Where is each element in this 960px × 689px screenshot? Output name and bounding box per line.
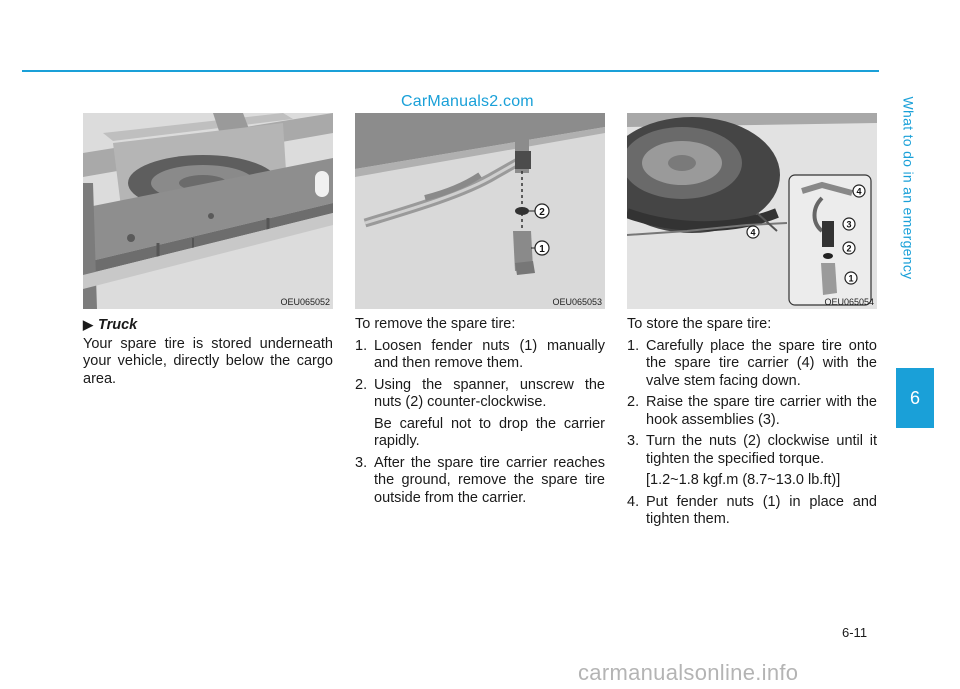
side-title-text: What to do in an emergency [900, 96, 916, 279]
figure-code: OEU065054 [824, 297, 874, 307]
callout-2: 2 [539, 207, 545, 218]
figure-truck-frame [83, 113, 333, 309]
step-text: Turn the nuts (2) clockwise until it tighten the specified torque. [646, 433, 877, 467]
tire-storage-illustration [627, 113, 877, 309]
carrier-removal-illustration [355, 113, 605, 309]
step-number: 1. [627, 337, 640, 354]
figure-code: OEU065053 [552, 297, 602, 307]
store-step [627, 338, 877, 391]
figure-code: OEU065052 [280, 297, 330, 307]
step-number: 2. [627, 394, 640, 410]
truck-frame-illustration [83, 113, 333, 309]
step-number: 3. [355, 454, 368, 471]
callout-3: 3 [846, 219, 852, 230]
step-number: 3. [627, 433, 640, 449]
step-number: 1. [355, 337, 368, 354]
column-truck [83, 316, 333, 388]
callout-1: 1 [848, 273, 854, 284]
step-text: Raise the spare tire carrier with the hook assemblies (3). [646, 394, 877, 428]
page-number: 6-11 [842, 625, 868, 640]
callout-4-carrier: 4 [750, 227, 756, 238]
section-heading [83, 316, 333, 335]
callout-2: 2 [846, 243, 852, 254]
store-intro: To store the spare tire: [627, 316, 772, 332]
store-step [627, 394, 877, 429]
callout-1: 1 [539, 244, 545, 255]
step-text: Loosen fender nuts (1) manually and then remove them. [374, 337, 605, 371]
step-number: 4. [627, 493, 640, 510]
watermark-top[interactable]: CarManuals2.com [401, 93, 534, 110]
remove-step [355, 338, 605, 373]
step-text: After the spare tire carrier reaches the ground, remove the spare tire outside from the carrier. [374, 454, 605, 506]
watermark-bottom[interactable]: carmanualsonline.info [578, 660, 799, 685]
callout-4-inset: 4 [856, 186, 862, 197]
remove-step [355, 377, 605, 412]
step-number: 2. [355, 376, 368, 393]
truck-paragraph: Your spare tire is stored underneath your vehicle, directly below the cargo area. [83, 335, 333, 387]
step-text: Carefully place the spare tire onto the spare tire carrier (4) with the valve stem facing down. [646, 337, 877, 389]
step-text: Put fender nuts (1) in place and tighten them. [646, 493, 877, 527]
step-text: Using the spanner, unscrew the nuts (2) counter-clockwise. [374, 376, 605, 410]
chapter-tab[interactable] [896, 368, 934, 428]
store-step [627, 433, 877, 468]
section-side-title [896, 20, 920, 355]
column-store [627, 316, 877, 529]
column-remove [355, 316, 605, 507]
triangle-bullet-icon: ▶ [83, 317, 93, 332]
store-step [627, 494, 877, 529]
remove-note: Be careful not to drop the carrier rapidly. [374, 415, 605, 449]
chapter-number: 6 [909, 387, 920, 408]
remove-step [355, 455, 605, 508]
figure-tire-storage [627, 113, 877, 309]
remove-intro: To remove the spare tire: [355, 316, 516, 332]
heading-text: Truck [98, 317, 138, 333]
torque-spec: [1.2~1.8 kgf.m (8.7~13.0 lb.ft)] [646, 472, 841, 488]
figure-carrier-removal [355, 113, 605, 309]
header-rule [22, 70, 879, 72]
